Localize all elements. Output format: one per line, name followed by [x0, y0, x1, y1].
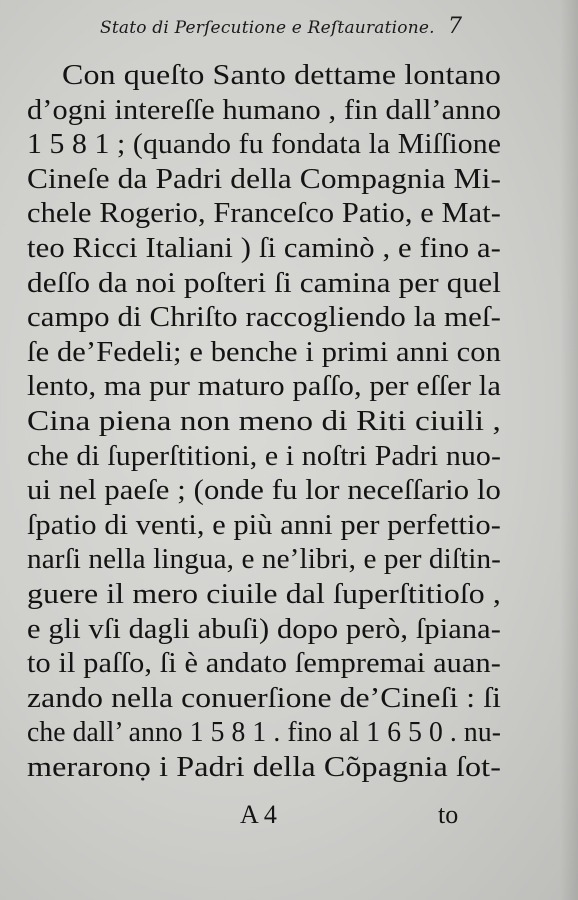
- text-line: ſpatio di venti, e più anni per perfettio-: [27, 509, 502, 541]
- text-line: teo Ricci Italiani ) ſi caminò , e fino a-: [27, 233, 501, 264]
- text-line: Cineſe da Padri della Compagnia Mi-: [27, 163, 502, 195]
- text-line: narſi nella lingua, e ne’libri, e per diſtin-: [27, 544, 502, 576]
- text-line: 1 5 8 1 ; (quando fu fondata la Miſſione: [27, 129, 502, 161]
- text-line: ui nel paeſe ; (onde fu lor neceſſario lo: [27, 475, 501, 507]
- running-title: Stato di Perſecutione e Reſtauratione.: [100, 18, 435, 38]
- text-line: campo di Chriſto raccogliendo la meſ-: [27, 302, 501, 334]
- page-edge-shadow: [560, 0, 578, 900]
- text-line: d’ogni intereſſe humano , fin dall’anno: [27, 94, 501, 126]
- text-line: zando nella conuerſione de’Cineſi : ſi: [27, 682, 502, 714]
- text-line: che di ſuperſtitioni, e i noſtri Padri nuo-: [27, 440, 502, 472]
- text-line: deſſo da noi poſteri ſi camina per quel: [27, 267, 502, 299]
- text-line: Con queſto Santo dettame lontano: [62, 60, 502, 91]
- page-number: 7: [448, 14, 462, 39]
- text-line: chele Rogerio, Franceſco Patio, e Mat-: [27, 198, 502, 230]
- text-line: e gli vſi dagli abuſi) dopo però, ſpiana-: [27, 613, 502, 645]
- text-line: lento, ma pur maturo paſſo, per eſſer la: [27, 371, 502, 403]
- text-line: che dall’ anno 1 5 8 1 . fino al 1 6 5 0 . nu-: [27, 717, 502, 749]
- text-line: ſe de’Fedeli; e benche i primi anni con: [27, 336, 502, 368]
- text-line: guere il mero ciuile dal ſuperſtitioſo ,: [27, 579, 502, 610]
- text-line: Cina piena non meno di Riti ciuili ,: [27, 406, 501, 437]
- text-line: meraronọ i Padri della Cõpagnia ſot-: [27, 752, 502, 783]
- catchword: to: [438, 800, 459, 829]
- signature-mark: A 4: [240, 800, 277, 829]
- text-line: to il paſſo, ſi è andato ſempremai auan-: [27, 648, 501, 680]
